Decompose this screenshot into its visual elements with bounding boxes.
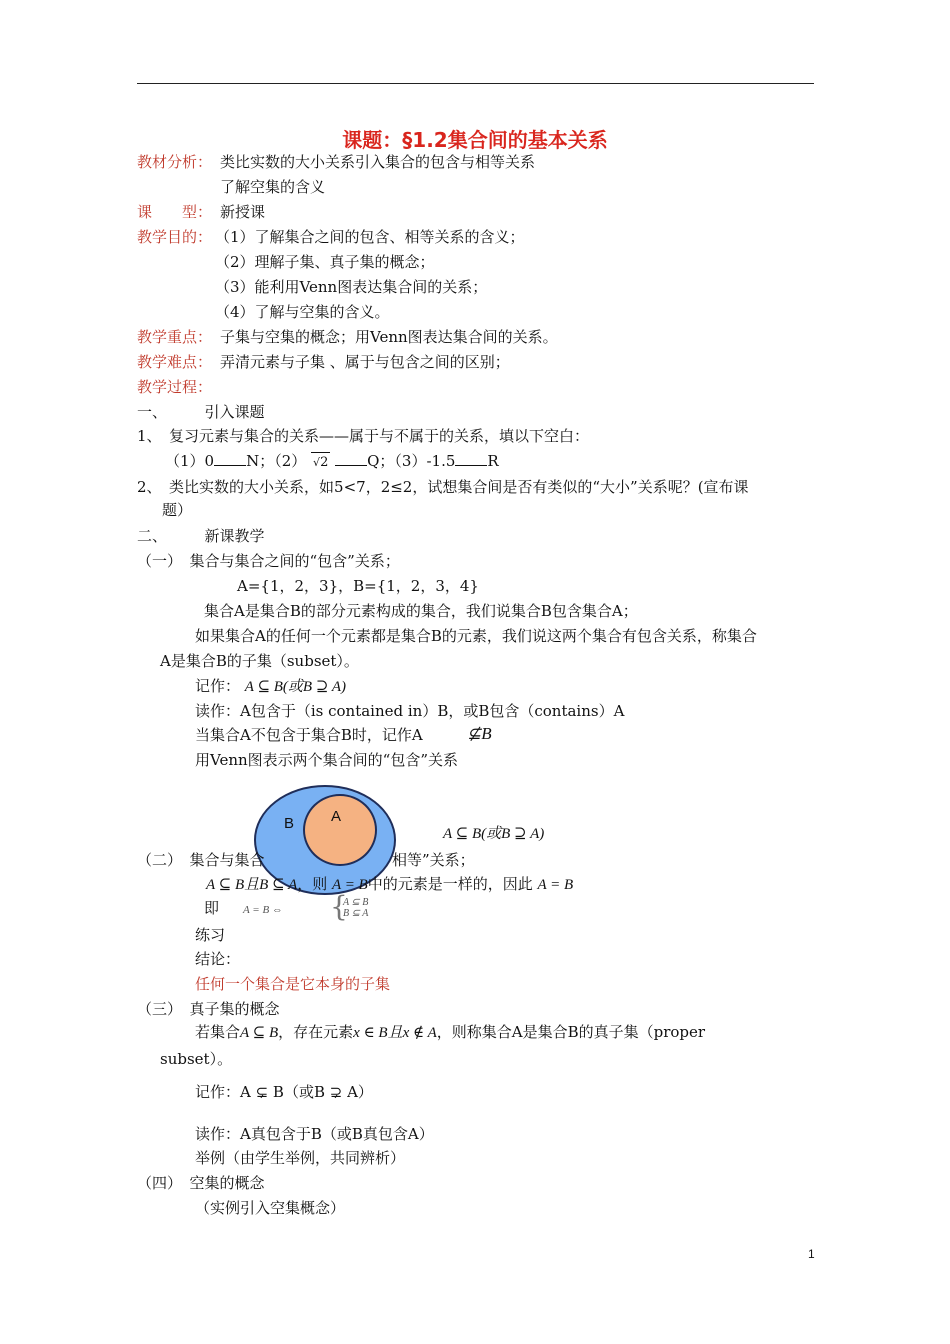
part-4-heading: （四） 空集的概念	[137, 1174, 265, 1192]
blank-3-prefix: Q；（3）-1.5	[367, 452, 456, 470]
analysis-line-1: 类比实数的大小关系引入集合的包含与相等关系	[220, 153, 536, 171]
para-2-line-1: 如果集合A的任何一个元素都是集合B的元素，我们说这两个集合有包含关系，称集合	[195, 627, 757, 645]
not-subset-symbol: ⊈B	[467, 724, 492, 743]
ji-label: 即	[204, 899, 220, 917]
type-value: 新授课	[220, 203, 266, 221]
question-2-line-2: 题）	[162, 501, 193, 519]
equality-then: ，则	[297, 875, 328, 893]
para-2-line-2: A是集合B的子集（subset）。	[160, 652, 359, 670]
blank-1[interactable]	[214, 451, 246, 466]
conclusion-text: 任何一个集合是它本身的子集	[195, 975, 391, 993]
sets-example: A={1，2，3}，B={1，2，3，4}	[237, 577, 479, 595]
section-2-heading: 二、 新课教学	[137, 527, 265, 545]
blank-2-prefix: N；（2）	[246, 452, 307, 470]
key-label: 教学重点：	[137, 328, 213, 346]
goal-4: （4）了解与空集的含义。	[215, 303, 390, 321]
question-1-blanks	[165, 451, 499, 473]
blank-1-prefix: （1）0	[165, 452, 215, 470]
goal-1: （1）了解集合之间的包含、相等关系的含义；	[215, 228, 525, 246]
reading-line: 读作：A包含于（is contained in）B，或B包含（contains）A	[195, 702, 625, 720]
part-2-heading-b: 相等”关系；	[392, 851, 475, 869]
sqrt-2: √2	[311, 452, 330, 473]
venn-intro: 用Venn图表示两个集合间的“包含”关系	[195, 751, 458, 769]
proper-notation: 记作：A ⊊ B（或B ⊋ A）	[195, 1083, 373, 1101]
def-text-2: ，存在元素	[278, 1023, 354, 1041]
example-line: 举例（由学生举例，共同辨析）	[195, 1149, 406, 1167]
proper-reading: 读作：A真包含于B（或B真包含A）	[195, 1125, 434, 1143]
blank-3-suffix: R	[487, 452, 499, 470]
notation-formula: A ⊆ B(或B ⊇ A)	[244, 679, 347, 695]
proper-subset-def	[195, 1022, 705, 1043]
analysis-line-2: 了解空集的含义	[220, 178, 326, 196]
question-1: 1、 复习元素与集合的关系——属于与不属于的关系，填以下空白：	[137, 427, 590, 445]
system-row-2: B ⊆ A	[343, 908, 369, 919]
brace: {	[330, 890, 348, 923]
part-3-heading: （三） 真子集的概念	[137, 1000, 280, 1018]
notation-line	[195, 676, 346, 697]
equality-cond: A ⊆ B且B ⊆ A	[206, 877, 298, 893]
system	[343, 897, 368, 919]
venn-formula: A ⊆ B(或B ⊇ A)	[443, 826, 545, 842]
part-4-note: （实例引入空集概念）	[195, 1199, 346, 1217]
difficulty-value: 弄清元素与子集 、属于与包含之间的区别；	[220, 353, 510, 371]
analysis-label: 教材分析：	[137, 153, 213, 171]
difficulty-label: 教学难点：	[137, 353, 213, 371]
section-1-heading: 一、 引入课题	[137, 403, 265, 421]
system-row-1: A ⊆ B	[343, 897, 369, 908]
equality-desc: 中的元素是一样的，因此	[367, 875, 533, 893]
para-1: 集合A是集合B的部分元素构成的集合，我们说集合B包含集合A；	[204, 602, 638, 620]
notation-label: 记作：	[195, 677, 241, 695]
part-2-heading-a: （二） 集合与集合	[137, 851, 265, 869]
blank-2[interactable]	[335, 451, 367, 466]
equality-conclusion: A = B	[537, 877, 574, 893]
proper-subset-def-2: subset）。	[160, 1050, 233, 1068]
equality-a-eq-b: A = B	[332, 877, 368, 893]
goal-2: （2）理解子集、真子集的概念；	[215, 253, 435, 271]
venn-label-a: A	[331, 808, 342, 825]
type-label: 课 型：	[137, 203, 213, 221]
header-rule	[137, 83, 814, 84]
def-text-3: ，则称集合A是集合B的真子集（proper	[436, 1023, 706, 1041]
def-text-1: 若集合	[195, 1023, 241, 1041]
practice-label: 练习	[195, 926, 226, 944]
def-math-1: A ⊆ B	[240, 1025, 279, 1041]
not-subset-line: 当集合A不包含于集合B时，记作A	[195, 726, 423, 744]
venn-set-a	[303, 794, 377, 866]
page-title: 课题：§1.2集合间的基本关系	[342, 128, 608, 152]
goal-3: （3）能利用Venn图表达集合间的关系；	[215, 278, 488, 296]
question-2-line-1: 2、 类比实数的大小关系，如5<7，2≤2，试想集合间是否有类似的“大小”关系呢？(宣布课	[137, 478, 749, 496]
equality-line	[206, 874, 573, 895]
venn-label-b: B	[284, 815, 295, 832]
key-value: 子集与空集的概念；用Venn图表达集合间的关系。	[220, 328, 558, 346]
blank-3[interactable]	[455, 451, 487, 466]
page-number: 1	[808, 1247, 815, 1261]
ji-formula: A = B ⇔	[243, 904, 283, 916]
def-math-2: x ∈ B且x ∉ A	[353, 1025, 437, 1041]
conclusion-label: 结论：	[195, 950, 241, 968]
goal-label: 教学目的：	[137, 228, 213, 246]
part-1-heading: （一） 集合与集合之间的“包含”关系；	[137, 552, 400, 570]
process-label: 教学过程：	[137, 378, 213, 396]
